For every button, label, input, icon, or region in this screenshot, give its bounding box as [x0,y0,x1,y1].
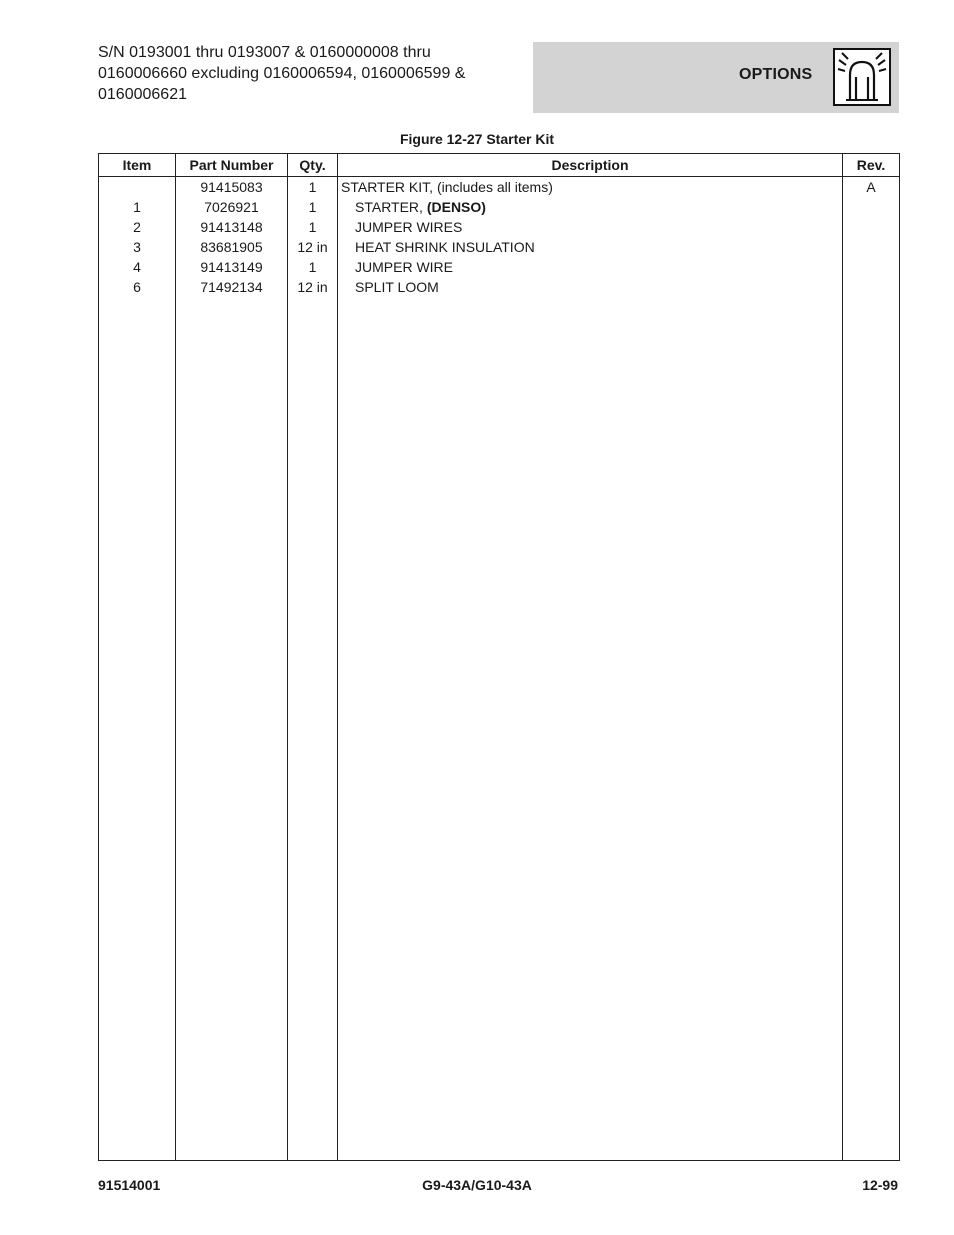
cell-part-number: 91413149 [176,257,288,277]
table-row [99,177,900,198]
cell-item [99,177,176,198]
footer-page-number: 12-99 [862,1177,898,1193]
cell-item: 1 [99,197,176,217]
section-label: OPTIONS [739,66,813,83]
cell-item: 3 [99,237,176,257]
description-text: SPLIT LOOM [355,279,439,295]
cell-rev [843,257,900,277]
beacon-light-icon [833,48,891,106]
parts-table [98,153,900,1161]
cell-qty: 1 [288,197,338,217]
cell-qty: 1 [288,257,338,277]
empty-cell [99,297,176,1161]
description-text: STARTER, [355,199,427,215]
cell-qty: 12 in [288,237,338,257]
cell-description [338,177,843,198]
cell-item: 4 [99,257,176,277]
cell-qty: 1 [288,177,338,198]
cell-description [338,237,843,257]
empty-cell [843,297,900,1161]
column-header-description: Description [338,154,843,177]
footer-doc-number: 91514001 [98,1177,161,1193]
cell-item: 6 [99,277,176,297]
empty-cell [288,297,338,1161]
table-header-row [99,154,900,177]
cell-item: 2 [99,217,176,237]
cell-description [338,217,843,237]
cell-part-number: 91413148 [176,217,288,237]
cell-part-number: 7026921 [176,197,288,217]
cell-description [338,197,843,217]
description-text: STARTER KIT, (includes all items) [341,179,553,195]
cell-description [338,257,843,277]
table-empty-space [99,297,900,1161]
cell-qty: 1 [288,217,338,237]
cell-description [338,277,843,297]
table-row [99,277,900,297]
cell-qty: 12 in [288,277,338,297]
column-header-rev: Rev. [843,154,900,177]
empty-cell [176,297,288,1161]
figure-title: Figure 12-27 Starter Kit [399,131,555,147]
column-header-part-number: Part Number [176,154,288,177]
cell-rev [843,217,900,237]
description-text: HEAT SHRINK INSULATION [355,239,535,255]
cell-rev [843,197,900,217]
description-text: JUMPER WIRE [355,259,453,275]
cell-rev: A [843,177,900,198]
table-row [99,257,900,277]
section-banner [533,42,899,113]
column-header-item: Item [99,154,176,177]
cell-rev [843,277,900,297]
description-brand: (DENSO) [426,199,486,215]
cell-part-number: 91415083 [176,177,288,198]
serial-number-range: S/N 0193001 thru 0193007 & 0160000008 thru 0160006660 excluding 0160006594, 0160006599 & 0160006621 [98,44,466,103]
cell-rev [843,237,900,257]
table-row [99,197,900,217]
column-header-qty: Qty. [288,154,338,177]
footer-model: G9-43A/G10-43A [422,1177,532,1193]
table-row [99,217,900,237]
cell-part-number: 71492134 [176,277,288,297]
cell-part-number: 83681905 [176,237,288,257]
table-row [99,237,900,257]
empty-cell [338,297,843,1161]
description-text: JUMPER WIRES [355,219,463,235]
